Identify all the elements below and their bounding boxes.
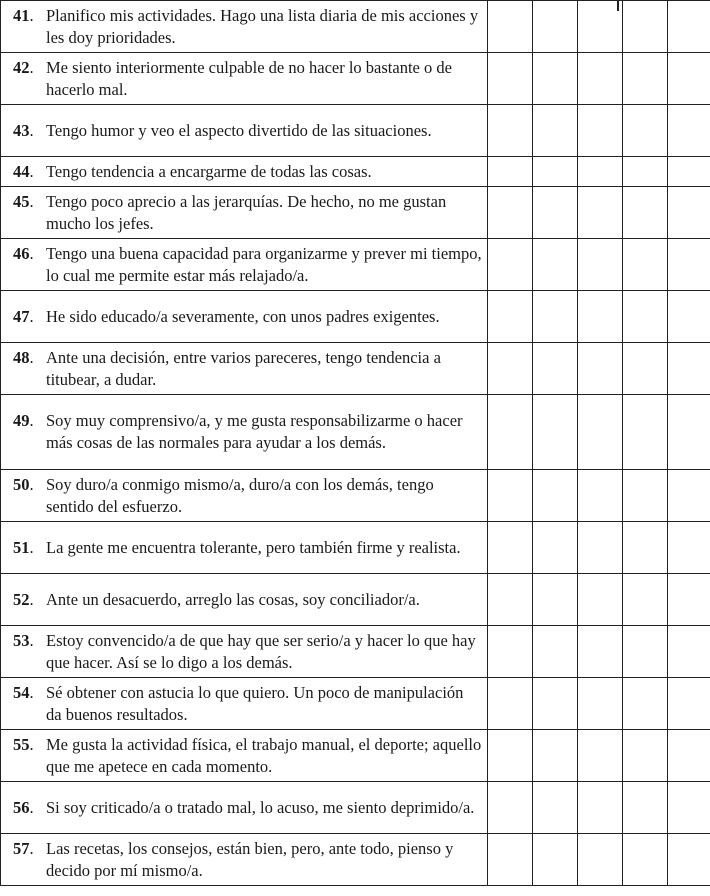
item-text: Ante una decisión, entre varios pareceres, tengo tendencia a titubear, a dudar. [46, 347, 441, 389]
item-number: 57 . [1, 838, 46, 860]
item-number: 44 . [1, 161, 46, 183]
score-cell-2[interactable] [533, 291, 578, 343]
item-number: 49 . [1, 410, 46, 432]
item-text: Soy muy comprensivo/a, y me gusta responsabilizarme o hacer más cosas de las normales para ayudar a los demás. [46, 411, 463, 452]
table-row [1, 239, 710, 291]
score-cell-4[interactable] [623, 343, 668, 395]
item-text: Planifico mis actividades. Hago una lista diaria de mis acciones y les doy prioridades. [46, 5, 479, 47]
score-cell-5[interactable] [668, 522, 710, 574]
table-row [1, 1, 710, 53]
score-cell-1[interactable] [488, 187, 533, 239]
score-cell-1[interactable] [488, 343, 533, 395]
statement-cell [1, 53, 488, 105]
score-cell-5[interactable] [668, 470, 710, 522]
score-cell-4[interactable] [623, 678, 668, 730]
item-number: 56 . [1, 797, 46, 819]
score-cell-3[interactable] [578, 470, 623, 522]
statement-cell [1, 834, 488, 886]
score-cell-2[interactable] [533, 187, 578, 239]
item-text: Si soy criticado/a o tratado mal, lo acuso, me siento deprimido/a. [46, 797, 475, 817]
item-text: Sé obtener con astucia lo que quiero. Un poco de manipulación da buenos resultados. [46, 682, 464, 724]
score-cell-5[interactable] [668, 291, 710, 343]
score-cell-4[interactable] [623, 782, 668, 834]
score-cell-5[interactable] [668, 782, 710, 834]
score-cell-2[interactable] [533, 470, 578, 522]
score-cell-3[interactable] [578, 239, 623, 291]
statement-cell [1, 343, 488, 395]
item-text: Tengo poco aprecio a las jerarquías. De hecho, no me gustan mucho los jefes. [46, 191, 447, 233]
score-cell-4[interactable] [623, 574, 668, 626]
item-text: Estoy convencido/a de que hay que ser serio/a y hacer lo que hay que hacer. Así se lo digo a los demás. [46, 630, 476, 672]
score-cell-3[interactable] [578, 782, 623, 834]
table-row [1, 678, 710, 730]
score-cell-1[interactable] [488, 291, 533, 343]
score-cell-3[interactable] [578, 343, 623, 395]
score-cell-4[interactable] [623, 395, 668, 470]
score-cell-4[interactable] [623, 291, 668, 343]
score-cell-3[interactable] [578, 291, 623, 343]
score-cell-2[interactable] [533, 105, 578, 157]
score-cell-2[interactable] [533, 782, 578, 834]
score-cell-5[interactable] [668, 157, 710, 187]
table-row [1, 626, 710, 678]
score-cell-2[interactable] [533, 343, 578, 395]
score-cell-5[interactable] [668, 105, 710, 157]
score-cell-2[interactable] [533, 730, 578, 782]
score-cell-3[interactable] [578, 834, 623, 886]
score-cell-4[interactable] [623, 834, 668, 886]
score-cell-4[interactable] [623, 522, 668, 574]
statement-cell [1, 157, 488, 187]
score-cell-2[interactable] [533, 53, 578, 105]
score-cell-2[interactable] [533, 157, 578, 187]
item-number: 43 . [1, 120, 46, 142]
score-cell-1[interactable] [488, 626, 533, 678]
score-cell-4[interactable] [623, 730, 668, 782]
item-text: Tengo humor y veo el aspecto divertido de las situaciones. [46, 120, 432, 140]
score-cell-1[interactable] [488, 1, 533, 53]
score-cell-4[interactable] [623, 470, 668, 522]
table-row [1, 343, 710, 395]
item-text: La gente me encuentra tolerante, pero también firme y realista. [46, 537, 461, 557]
score-cell-2[interactable] [533, 1, 578, 53]
table-row [1, 395, 710, 470]
score-cell-5[interactable] [668, 574, 710, 626]
statement-cell [1, 470, 488, 522]
mark-tick [617, 1, 619, 11]
score-cell-2[interactable] [533, 834, 578, 886]
score-cell-1[interactable] [488, 522, 533, 574]
table-row [1, 291, 710, 343]
score-cell-1[interactable] [488, 105, 533, 157]
score-cell-4[interactable] [623, 53, 668, 105]
score-cell-1[interactable] [488, 395, 533, 470]
score-cell-1[interactable] [488, 53, 533, 105]
statement-cell [1, 522, 488, 574]
score-cell-3[interactable] [578, 678, 623, 730]
item-number: 50 . [1, 474, 46, 496]
statement-cell [1, 187, 488, 239]
table-row [1, 834, 710, 886]
score-cell-5[interactable] [668, 678, 710, 730]
table-row [1, 522, 710, 574]
score-cell-1[interactable] [488, 470, 533, 522]
table-row [1, 470, 710, 522]
score-cell-2[interactable] [533, 522, 578, 574]
score-cell-1[interactable] [488, 678, 533, 730]
score-cell-3[interactable] [578, 522, 623, 574]
score-cell-5[interactable] [668, 395, 710, 470]
score-cell-1[interactable] [488, 730, 533, 782]
statement-cell [1, 626, 488, 678]
statement-cell [1, 395, 488, 470]
item-number: 53 . [1, 630, 46, 652]
score-cell-1[interactable] [488, 157, 533, 187]
table-row [1, 157, 710, 187]
score-cell-1[interactable] [488, 782, 533, 834]
statement-cell [1, 678, 488, 730]
score-cell-2[interactable] [533, 678, 578, 730]
score-cell-3[interactable] [578, 730, 623, 782]
item-text: Soy duro/a conmigo mismo/a, duro/a con los demás, tengo sentido del esfuerzo. [46, 474, 434, 516]
item-number: 54 . [1, 682, 46, 704]
item-number: 42 . [1, 57, 46, 79]
score-cell-3[interactable] [578, 1, 623, 53]
score-cell-5[interactable] [668, 239, 710, 291]
item-text: Me gusta la actividad física, el trabajo manual, el deporte; aquello que me apetece en cada momento. [46, 734, 482, 776]
item-number: 46 . [1, 243, 46, 265]
item-number: 55 . [1, 734, 46, 756]
item-number: 51 . [1, 537, 46, 559]
score-cell-5[interactable] [668, 343, 710, 395]
table-row [1, 105, 710, 157]
item-text: He sido educado/a severamente, con unos padres exigentes. [46, 306, 440, 326]
score-cell-3[interactable] [578, 626, 623, 678]
table-row [1, 187, 710, 239]
item-text: Las recetas, los consejos, están bien, pero, ante todo, pienso y decido por mí mismo/a. [46, 838, 454, 880]
score-cell-3[interactable] [578, 395, 623, 470]
score-cell-4[interactable] [623, 626, 668, 678]
statement-cell [1, 105, 488, 157]
item-number: 52 . [1, 589, 46, 611]
statement-cell [1, 574, 488, 626]
score-cell-1[interactable] [488, 574, 533, 626]
score-cell-3[interactable] [578, 157, 623, 187]
score-cell-2[interactable] [533, 239, 578, 291]
score-cell-3[interactable] [578, 105, 623, 157]
score-cell-2[interactable] [533, 574, 578, 626]
table-row [1, 574, 710, 626]
statement-cell [1, 239, 488, 291]
statement-cell [1, 1, 488, 53]
score-cell-3[interactable] [578, 187, 623, 239]
score-cell-5[interactable] [668, 834, 710, 886]
score-cell-4[interactable] [623, 187, 668, 239]
score-cell-5[interactable] [668, 626, 710, 678]
score-cell-5[interactable] [668, 730, 710, 782]
item-text: Me siento interiormente culpable de no hacer lo bastante o de hacerlo mal. [46, 57, 452, 99]
table-row [1, 53, 710, 105]
item-text: Tengo una buena capacidad para organizarme y prever mi tiempo, lo cual me permite estar más relajado/a. [46, 243, 482, 285]
score-cell-2[interactable] [533, 395, 578, 470]
score-cell-2[interactable] [533, 626, 578, 678]
score-cell-3[interactable] [578, 53, 623, 105]
item-number: 41 . [1, 5, 46, 27]
item-number: 45 . [1, 191, 46, 213]
score-cell-1[interactable] [488, 834, 533, 886]
score-cell-4[interactable] [623, 105, 668, 157]
score-cell-5[interactable] [668, 1, 710, 53]
score-cell-5[interactable] [668, 187, 710, 239]
score-cell-5[interactable] [668, 53, 710, 105]
score-cell-4[interactable] [623, 1, 668, 53]
item-number: 47 . [1, 306, 46, 328]
item-number: 48 . [1, 347, 46, 369]
table-row [1, 782, 710, 834]
item-text: Tengo tendencia a encargarme de todas las cosas. [46, 161, 372, 181]
table-row [1, 730, 710, 782]
score-cell-4[interactable] [623, 157, 668, 187]
score-cell-3[interactable] [578, 574, 623, 626]
statement-cell [1, 730, 488, 782]
score-cell-4[interactable] [623, 239, 668, 291]
statement-cell [1, 291, 488, 343]
score-cell-1[interactable] [488, 239, 533, 291]
statement-cell [1, 782, 488, 834]
item-text: Ante un desacuerdo, arreglo las cosas, soy conciliador/a. [46, 589, 420, 609]
